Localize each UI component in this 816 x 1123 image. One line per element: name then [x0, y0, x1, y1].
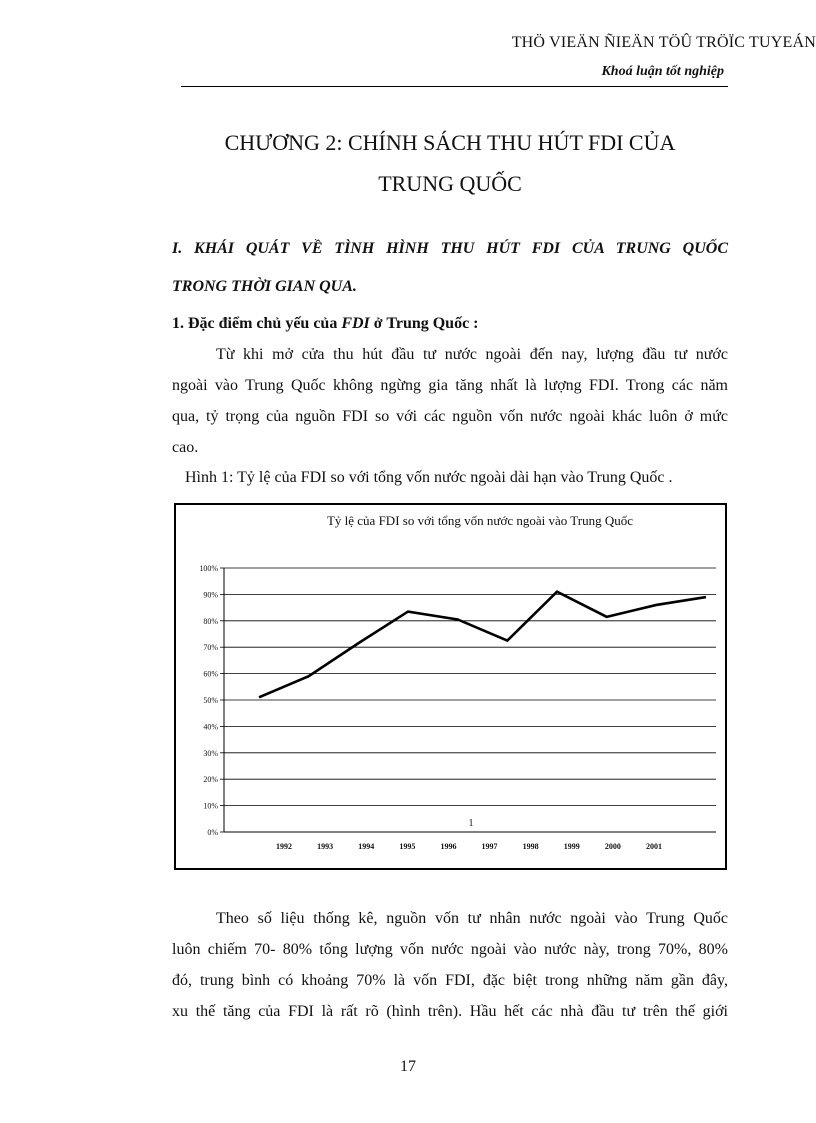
chapter-title-line-2: TRUNG QUỐC: [378, 171, 522, 196]
x-tick-label: 1996: [440, 842, 457, 851]
subsection-emphasis: FDI: [341, 315, 370, 332]
series-line: [259, 592, 706, 698]
paragraph-1-line: cao.: [172, 439, 199, 456]
x-tick-label: 1998: [522, 842, 539, 851]
page-number: 17: [400, 1058, 416, 1075]
chart-frame: [174, 503, 727, 870]
chapter-title-line-1: CHƯƠNG 2: CHÍNH SÁCH THU HÚT FDI CỦA: [224, 130, 676, 155]
paragraph-1-line: ngoài vào Trung Quốc không ngừng gia tăng nhất là lượng FDI. Trong các năm: [172, 377, 728, 394]
paragraph-2-line: luôn chiếm 70- 80% tổng lượng vốn nước ngoài vào nước này, trong 70%, 80%: [172, 941, 728, 958]
fdi-ratio-line-chart: [176, 505, 729, 872]
y-tick-label: 60%: [203, 669, 218, 679]
y-tick-label: 50%: [203, 696, 218, 705]
y-tick-label: 20%: [203, 775, 218, 785]
paragraph-2-line: xu thế tăng của FDI là rất rõ (hình trên). Hầu hết các nhà đầu tư trên thế giới: [172, 1003, 728, 1020]
x-tick-label: 1993: [317, 842, 334, 851]
library-header-title: THÖ VIEÄN ÑIEÄN TÖÛ TRÖÏC TUYEÁN: [511, 34, 816, 51]
figure-caption: Hình 1: Tỷ lệ của FDI so với tổng vốn nước ngoài dài hạn vào Trung Quốc .: [185, 469, 673, 486]
paragraph-1-line: Từ khi mở cửa thu hút đầu tư nước ngoài đến nay, lượng đầu tư nước: [216, 346, 728, 363]
x-tick-label: 2001: [646, 842, 662, 851]
y-tick-label: 30%: [203, 748, 218, 758]
header-divider: [181, 86, 728, 87]
x-tick-label: 2000: [604, 842, 621, 851]
x-tick-label: 1997: [481, 842, 498, 851]
chapter-title: [150, 122, 750, 204]
y-tick-label: 10%: [203, 801, 218, 811]
chart-title: Tỷ lệ của FDI so với tổng vốn nước ngoài vào Trung Quốc: [326, 513, 634, 528]
y-tick-label: 80%: [203, 616, 218, 626]
chart-annotation: 1: [468, 818, 474, 829]
paragraph-2-line: Theo số liệu thống kê, nguồn vốn tư nhân nước ngoài vào Trung Quốc: [216, 910, 728, 927]
y-tick-label: 100%: [199, 564, 218, 573]
paragraph-2-line: đó, trung bình có khoảng 70% là vốn FDI, đặc biệt trong những năm gần đây,: [172, 972, 728, 989]
subsection-suffix: ở Trung Quốc :: [369, 315, 479, 332]
paragraph-1-line: qua, tỷ trọng của nguồn FDI so với các nguồn vốn nước ngoài khác luôn ở mức: [172, 408, 728, 425]
y-tick-label: 90%: [203, 590, 218, 600]
x-tick-label: 1992: [276, 842, 292, 851]
document-type-label: Khoá luận tốt nghiệp: [601, 64, 724, 79]
section-heading-line-1: I. KHÁI QUÁT VỀ TÌNH HÌNH THU HÚT FDI CỦA TRUNG QUỐC: [172, 240, 728, 257]
subsection-prefix: 1. Đặc điểm chủ yếu của: [172, 315, 342, 332]
x-tick-label: 1995: [399, 842, 416, 851]
x-tick-label: 1999: [563, 842, 580, 851]
y-tick-label: 70%: [203, 643, 218, 653]
section-heading-line-2: TRONG THỜI GIAN QUA.: [172, 278, 357, 295]
subsection-heading: [172, 315, 479, 333]
y-tick-label: 40%: [203, 722, 218, 732]
y-tick-label: 0%: [207, 828, 218, 837]
x-tick-label: 1994: [358, 842, 375, 851]
